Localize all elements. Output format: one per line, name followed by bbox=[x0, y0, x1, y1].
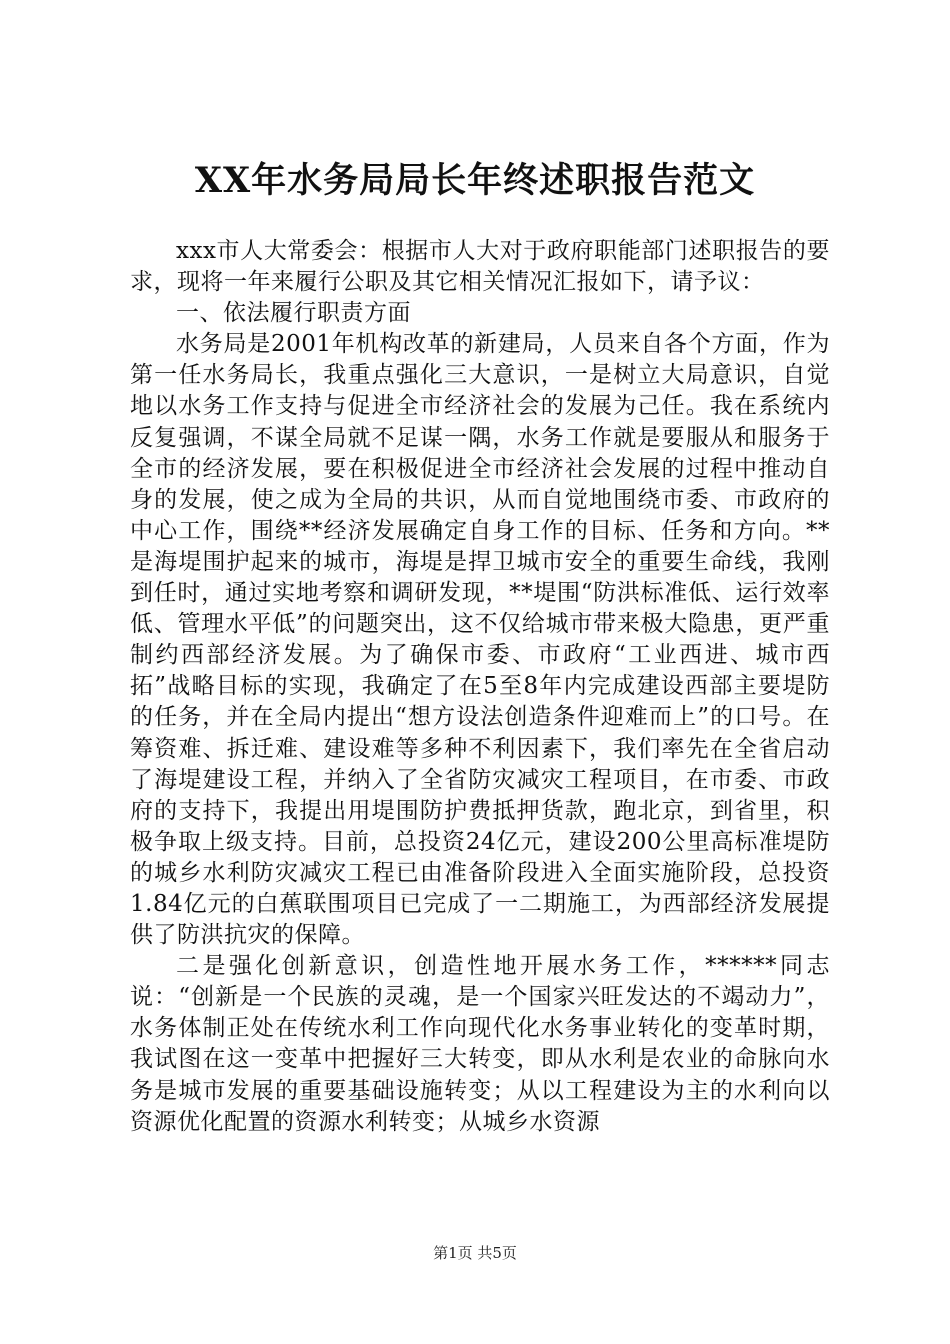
document-body bbox=[130, 236, 830, 1138]
page-number-footer: 第1页 共5页 bbox=[433, 1244, 517, 1262]
paragraph-body: 水务局是2001年机构改革的新建局，人员来自各个方面，作为第一任水务局长，我重点强化三大意识，一是树立大局意识，自觉地以水务工作支持与促进全市经济社会的发展为己任。我在系统内反复强调，不谋全局就不足谋一隅，水务工作就是要服从和服务于全市的经济发展，要在积极促进全市经济社会发展的过程中推动自身的发展，使之成为全局的共识，从而自觉地围绕市委、市政府的中心工作，围绕**经济发展确定自身工作的目标、任务和方向。**是海堤围护起来的城市，海堤是捍卫城市安全的重要生命线，我刚到任时，通过实地考察和调研发现，**堤围“防洪标准低、运行效率低、管理水平低”的问题突出，这不仅给城市带来极大隐患，更严重制约西部经济发展。为了确保市委、市政府“工业西进、城市西拓”战略目标的实现，我确定了在5至8年内完成建设西部主要堤防的任务，并在全局内提出“想方设法创造条件迎难而上”的口号。在筹资难、拆迁难、建设难等多种不利因素下，我们率先在全省启动了海堤建设工程，并纳入了全省防灾减灾工程项目，在市委、市政府的支持下，我提出用堤围防护费抵押货款，跑北京，到省里，积极争取上级支持。目前，总投资24亿元，建设200公里高标准堤防的城乡水利防灾减灾工程已由准备阶段进入全面实施阶段，总投资1.84亿元的白蕉联围项目已完成了一二期施工，为西部经济发展提供了防洪抗灾的保障。 bbox=[130, 331, 830, 949]
document-title: XX年水务局局长年终述职报告范文 bbox=[194, 160, 756, 201]
section-heading: 一、依法履行职责方面 bbox=[176, 300, 411, 327]
paragraph-salutation: xxx市人大常委会：根据市人大对于政府职能部门述职报告的要求，现将一年来履行公职及其它相关情况汇报如下，请予议： bbox=[130, 238, 830, 296]
paragraph-body: 二是强化创新意识，创造性地开展水务工作，******同志说：“创新是一个民族的灵魂，是一个国家兴旺发达的不竭动力”，水务体制正处在传统水利工作向现代化水务事业转化的变革时期，我试图在这一变革中把握好三大转变，即从水利是农业的命脉向水务是城市发展的重要基础设施转变；从以工程建设为主的水利向以资源优化配置的资源水利转变；从城乡水资源 bbox=[130, 953, 830, 1135]
